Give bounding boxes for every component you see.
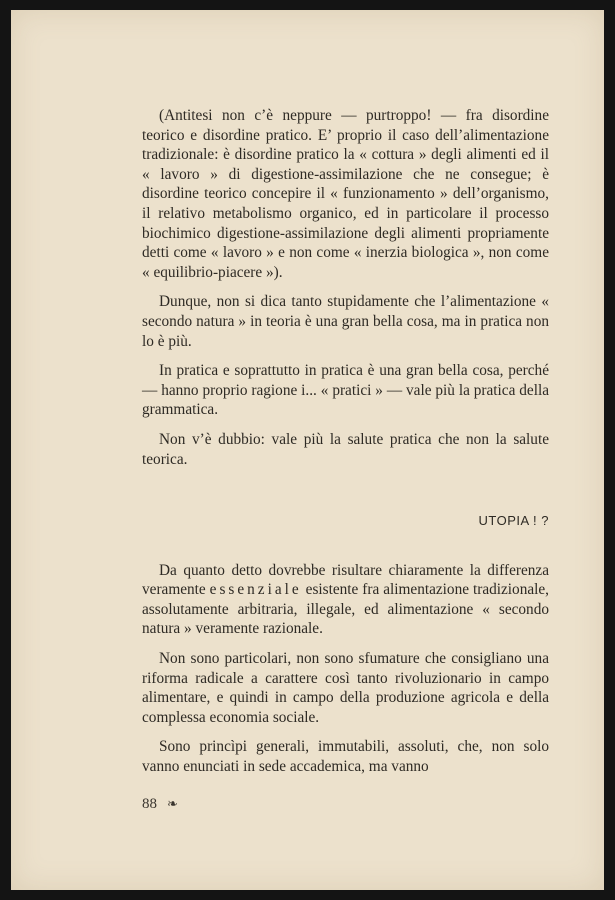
paragraph-3: In pratica e soprattutto in pratica è una gran bella cosa, perché — hanno proprio ragione i... « pratici » — vale più la pratica della grammatica. — [142, 362, 549, 419]
page-number: 88 — [142, 796, 157, 812]
page-footer — [142, 796, 178, 813]
fleuron-ornament-icon: ❧ — [167, 796, 178, 811]
body-text — [142, 106, 549, 787]
paragraph-5-end: esistente fra alimentazione tradizionale, assolutamente arbitraria, illegale, ed alimentazione « secondo natura » veramente razionale. — [142, 581, 550, 638]
paragraph-2: Dunque, non si dica tanto stupidamente che l’alimentazione « secondo natura » in teoria è una gran bella cosa, ma in pratica non lo è più. — [142, 293, 549, 350]
emphasis-essenziale: essenziale — [209, 581, 302, 599]
book-page — [11, 10, 604, 890]
paragraph-5 — [142, 561, 549, 639]
paragraph-5-start: Da quanto detto dovrebbe risultare chiaramente la differenza veramente — [142, 561, 549, 599]
paragraph-1: (Antitesi non c’è neppure — purtroppo! — fra disordine teorico e disordine pratico. E’ proprio il caso dell’alimentazione tradizionale: è disordine pratico la « cottura » degli alimenti ed il « lavoro » di digestione-assimilazione che ne consegue; è disordine teorico concepire il « funzionamento » dell’organismo, il relativo metabolismo organico, ed in particolare il processo biochimico digestione-assimilazione degli alimenti propriamente detti come « lavoro » e non come « inerzia biologica », non come « equilibrio-piacere »). — [142, 107, 549, 281]
paragraph-7: Sono princìpi generali, immutabili, assoluti, che, non solo vanno enunciati in sede accademica, ma vanno — [142, 738, 549, 776]
section-heading: UTOPIA ! ? — [478, 513, 549, 529]
paragraph-4: Non v’è dubbio: vale più la salute pratica che non la salute teorica. — [142, 430, 549, 468]
paragraph-6: Non sono particolari, non sono sfumature che consigliano una riforma radicale a carattere così tanto rivoluzionario in campo alimentare, e quindi in campo della produzione agricola e della complessa economia sociale. — [142, 650, 549, 726]
